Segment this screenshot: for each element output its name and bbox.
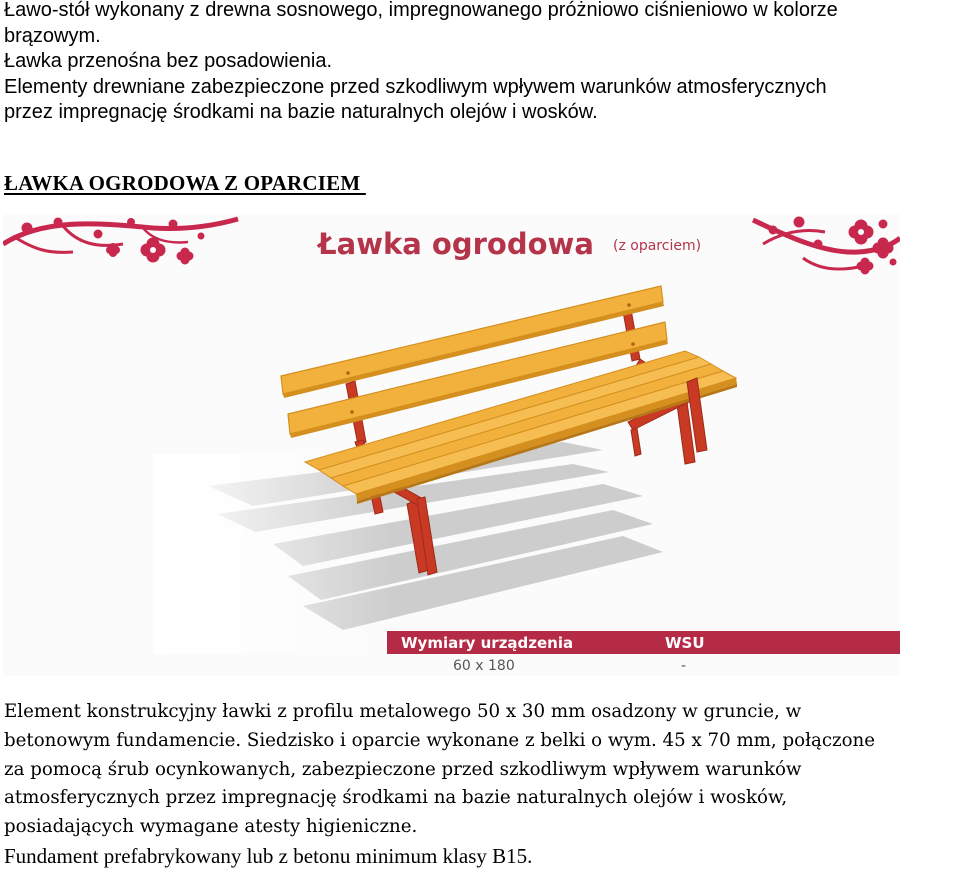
description-line-3: za pomocą śrub ocynkowanych, zabezpieczone przed szkodliwym wpływem warunków <box>4 758 802 780</box>
table-header-label: Wymiary urządzenia <box>401 634 574 652</box>
description-line-2: betonowym fundamencie. Siedzisko i oparcie wykonane z belki o wym. 45 x 70 mm, połączone <box>4 729 876 751</box>
intro-line-5: przez impregnację środkami na bazie naturalnych olejów i wosków. <box>4 101 598 124</box>
figure-subtitle: (z oparciem) <box>613 238 702 254</box>
bench-illustration <box>3 214 900 676</box>
description-paragraph <box>4 698 960 871</box>
intro-line-3: Ławka przenośna bez posadowienia. <box>4 50 332 73</box>
description-line-5: posiadających wymagane atesty higieniczne. <box>4 816 418 838</box>
table-code-value: - <box>681 658 687 674</box>
description-line-6: Fundament prefabrykowany lub z betonu minimum klasy B15. <box>4 843 533 868</box>
intro-line-4: Elementy drewniane zabezpieczone przed szkodliwym wpływem warunków atmosferycznych <box>4 75 827 98</box>
description-line-1: Element konstrukcyjny ławki z profilu metalowego 50 x 30 mm osadzony w gruncie, w <box>4 701 802 722</box>
description-line-4: atmosferycznych przez impregnację środkami na bazie naturalnych olejów i wosków, <box>4 787 788 809</box>
figure-title: Ławka ogrodowa <box>318 227 594 261</box>
section-heading: ŁAWKA OGRODOWA Z OPARCIEM <box>4 171 366 195</box>
intro-paragraph <box>4 0 959 126</box>
intro-line-2: brązowym. <box>4 24 101 47</box>
table-header-code: WSU <box>665 634 705 652</box>
intro-line-1: Ławo-stół wykonany z drewna sosnowego, impregnowanego próżniowo ciśnieniowo w kolorze <box>4 0 838 21</box>
table-size-value: 60 x 180 <box>453 658 515 674</box>
